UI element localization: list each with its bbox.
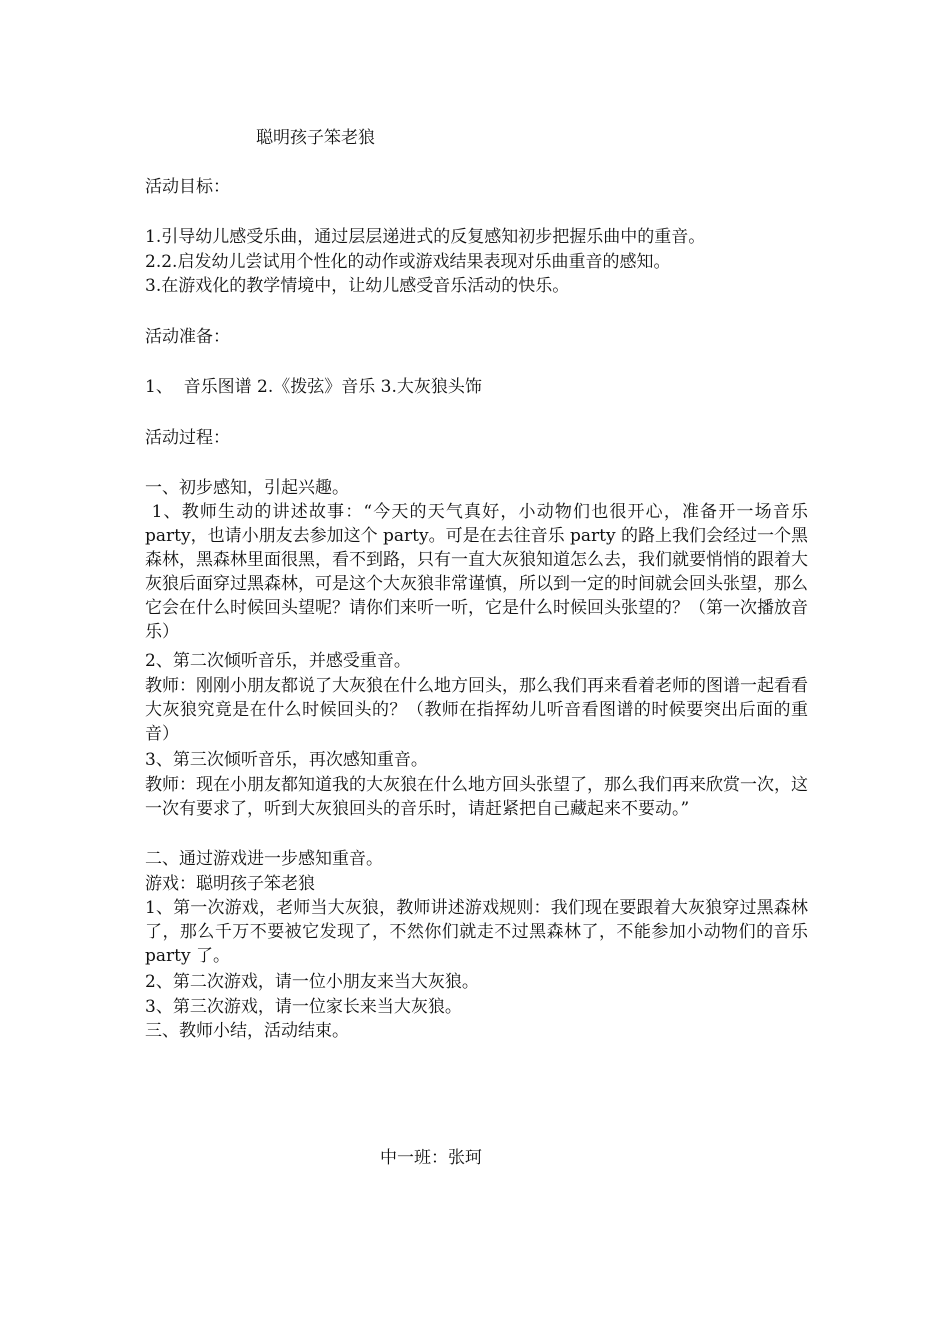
process-heading: 活动过程： <box>145 428 230 448</box>
signature: 中一班：张珂 <box>380 1148 482 1168</box>
goal-item-3: 3.在游戏化的教学情境中，让幼儿感受音乐活动的快乐。 <box>145 276 570 296</box>
step-2-teacher-text: 教师：刚刚小朋友都说了大灰狼在什么地方回头，那么我们再来看着老师的图谱一起看看大灰狼究竟是在什么时候回头的？（教师在指挥幼儿听音看图谱的时候要突出后面的重音） <box>145 676 808 744</box>
step-3-teacher-text: 教师：现在小朋友都知道我的大灰狼在什么地方回头张望了，那么我们再来欣赏一次，这一次有要求了，听到大灰狼回头的音乐时，请赶紧把自己藏起来不要动。” <box>145 775 808 819</box>
game-name: 游戏：聪明孩子笨老狼 <box>145 874 315 894</box>
game-round-2: 2、第二次游戏，请一位小朋友来当大灰狼。 <box>145 972 479 992</box>
document-title: 聪明孩子笨老狼 <box>256 128 375 148</box>
section-2-heading: 二、通过游戏进一步感知重音。 <box>145 849 383 869</box>
goals-heading: 活动目标： <box>145 177 230 197</box>
prep-heading: 活动准备： <box>145 327 230 347</box>
goal-item-2: 2.2.启发幼儿尝试用个性化的动作或游戏结果表现对乐曲重音的感知。 <box>145 252 671 272</box>
goal-item-1: 1.引导幼儿感受乐曲，通过层层递进式的反复感知初步把握乐曲中的重音。 <box>145 227 706 247</box>
section-1-heading: 一、初步感知，引起兴趣。 <box>145 478 349 498</box>
step-3-heading: 3、第三次倾听音乐，再次感知重音。 <box>145 750 428 770</box>
game-round-1: 1、第一次游戏，老师当大灰狼，教师讲述游戏规则：我们现在要跟着大灰狼穿过黑森林了，那么千万不要被它发现了，不然你们就走不过黑森林了，不能参加小动物们的音乐 party 了。 <box>145 898 808 966</box>
step-2-heading: 2、第二次倾听音乐，并感受重音。 <box>145 651 411 671</box>
section-3-heading: 三、教师小结，活动结束。 <box>145 1021 349 1041</box>
story-paragraph: 1、教师生动的讲述故事：“今天的天气真好，小动物们也很开心，准备开一场音乐 party，也请小朋友去参加这个 party。可是在去往音乐 party 的路上我们会经过一个黑森林，黑森林里面很黑，看不到路，只有一直大灰狼知道怎么去，我们就要悄悄的跟着大灰狼后面穿过黑森林，可是这个大灰狼非常谨慎，所以到一定的时间就会回头张望，那么它会在什么时候回头望呢？请你们来听一听，它是什么时候回头张望的？（第一次播放音乐） <box>145 502 814 642</box>
prep-text: 1、 音乐图谱 2.《拨弦》音乐 3.大灰狼头饰 <box>145 377 482 397</box>
game-round-3: 3、第三次游戏，请一位家长来当大灰狼。 <box>145 997 462 1017</box>
